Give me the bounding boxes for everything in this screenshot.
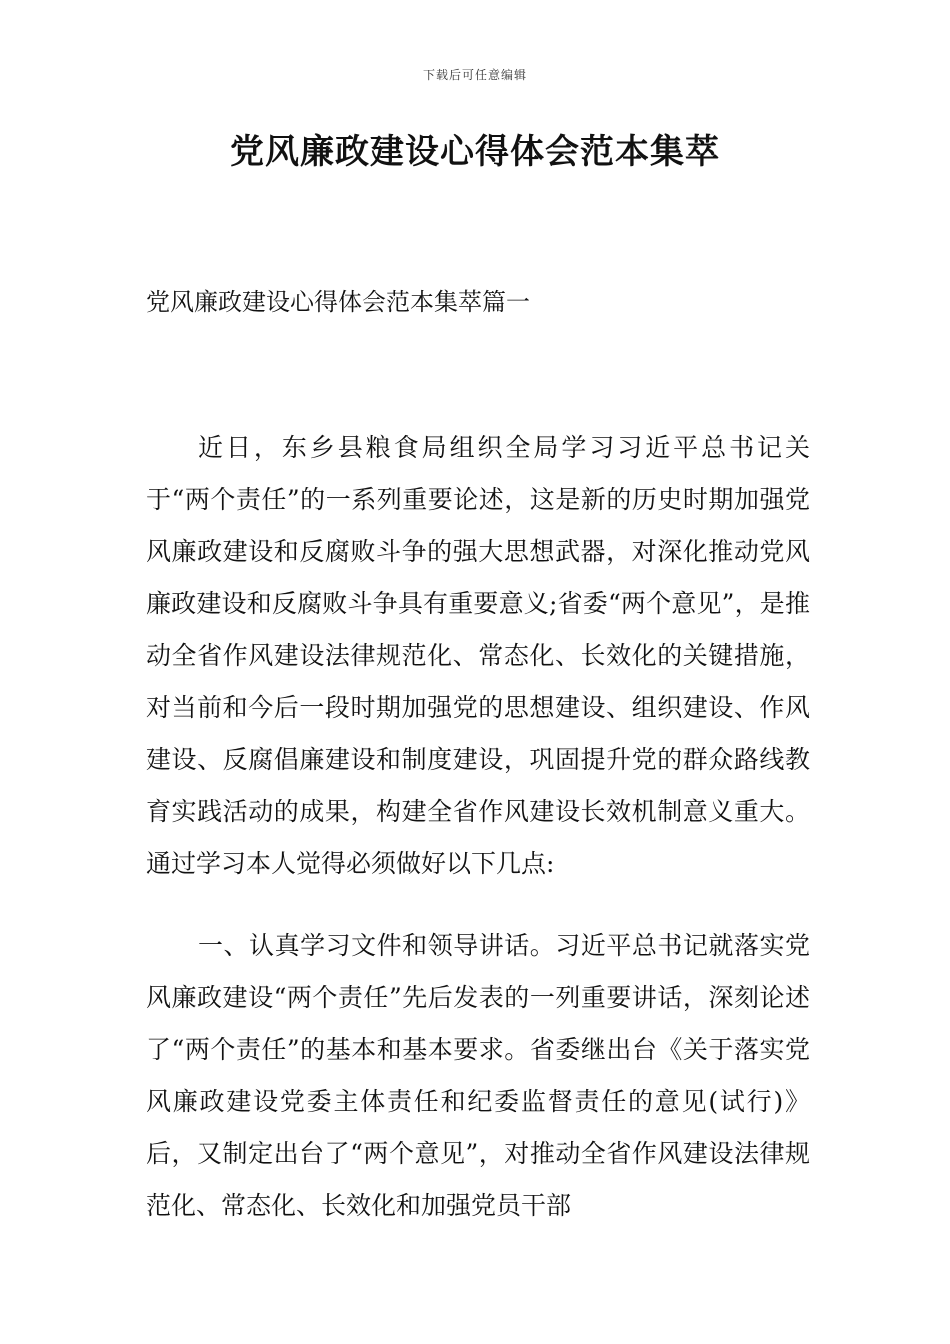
header-note: 下载后可任意编辑 bbox=[422, 68, 527, 82]
section-heading: 党风廉政建设心得体会范本集萃篇一 bbox=[146, 288, 530, 316]
body-paragraph: 近日，东乡县粮食局组织全局学习习近平总书记关于“两个责任”的一系列重要论述，这是新的历史时期加强党风廉政建设和反腐败斗争的强大思想武器，对深化推动党风廉政建设和反腐败斗争具有重要意义;省委“两个意见”，是推动全省作风建设法律规范化、常态化、长效化的关键措施，对当前和今后一段时期加强党的思想建设、组织建设、作风建设、反腐倡廉建设和制度建设，巩固提升党的群众路线教育实践活动的成果，构建全省作风建设长效机制意义重大。通过学习本人觉得必须做好以下几点: bbox=[146, 433, 810, 878]
document-title: 党风廉政建设心得体会范本集萃 bbox=[230, 132, 720, 172]
body-paragraph: 一、认真学习文件和领导讲话。习近平总书记就落实党风廉政建设“两个责任”先后发表的一列重要讲话，深刻论述了“两个责任”的基本和基本要求。省委继出台《关于落实党风廉政建设党委主体责任和纪委监督责任的意见(试行)》后，又制定出台了“两个意见”，对推动全省作风建设法律规范化、常态化、长效化和加强党员干部 bbox=[146, 931, 810, 1220]
